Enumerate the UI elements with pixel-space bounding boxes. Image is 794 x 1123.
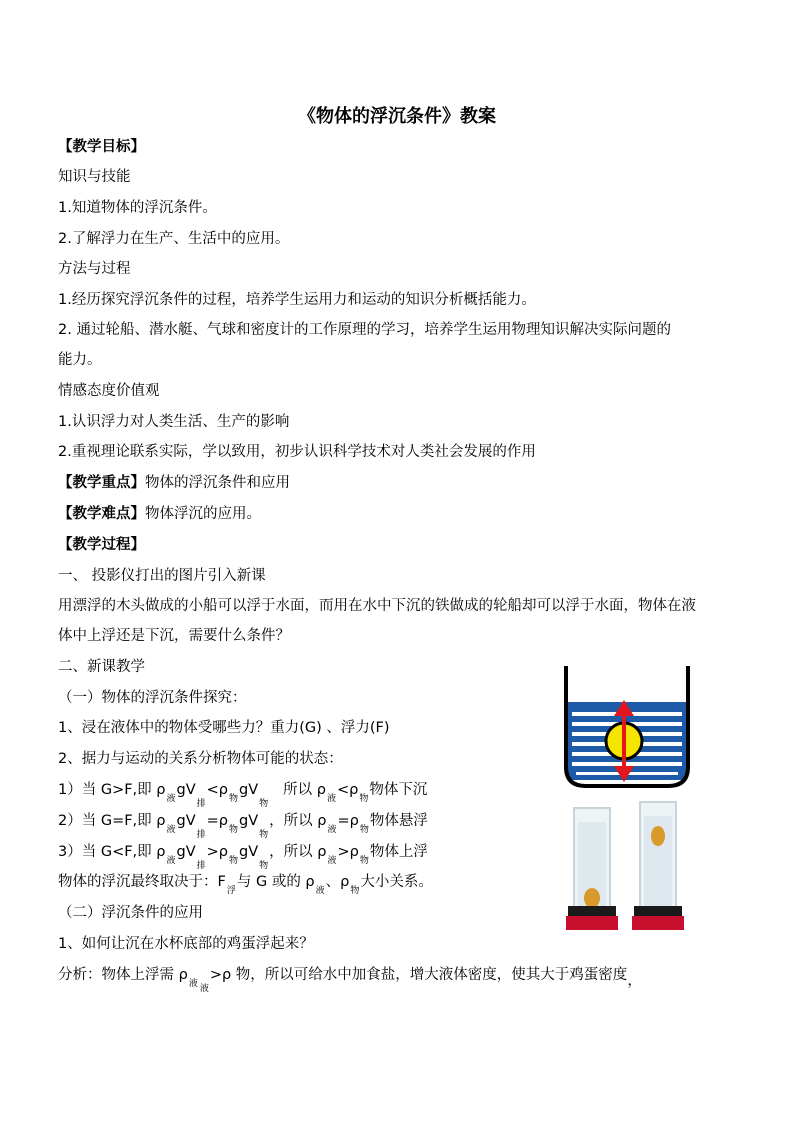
condition-2-part-b: gV <box>176 813 196 829</box>
difficulty-text: 物体浮沉的应用。 <box>145 506 261 522</box>
sub-liquid: 液 <box>327 825 337 835</box>
sub-liquid: 液 <box>166 825 176 835</box>
test-tube-sinking <box>566 808 618 930</box>
page-title: 《物体的浮沉条件》教案 <box>298 106 496 127</box>
question-2: 2、据力与运动的关系分析物体可能的状态： <box>58 751 343 767</box>
part2-title: （二）浮沉条件的应用 <box>58 905 203 921</box>
method-item-2: 2. 通过轮船、潜水艇、气球和密度计的工作原理的学习，培养学生运用物理知识解决实际问题的 <box>58 322 671 338</box>
sub-object: 物 <box>350 886 360 896</box>
condition-2-part-e: ，所以 ρ <box>269 813 327 829</box>
sub-liquid: 液 <box>166 794 176 804</box>
condition-3-part-f: >ρ <box>337 844 359 860</box>
sub-liquid: 液 <box>188 979 198 989</box>
egg-floating <box>651 826 665 846</box>
step1-text-cont: 体中上浮还是下沉，需要什么条件？ <box>58 628 290 644</box>
knowledge-item-1: 1.知道物体的浮沉条件。 <box>58 200 217 216</box>
sub-liquid: 液 <box>166 856 176 866</box>
condition-2 <box>58 811 428 840</box>
buoyancy-figure-svg <box>560 662 695 934</box>
question-1: 1、浸在液体中的物体受哪些力？重力(G) 、浮力(F) <box>58 720 390 736</box>
condition-2-part-g: 物体悬浮 <box>369 813 428 829</box>
knowledge-item-2: 2.了解浮力在生产、生活中的应用。 <box>58 231 290 247</box>
conclusion-part-a: 物体的浮沉最终取决于：F <box>58 874 226 890</box>
condition-3-part-a: 3）当 G<F,即 ρ <box>58 844 166 860</box>
sub-object: 物 <box>229 825 239 835</box>
step1-title: 一、 投影仪打出的图片引入新课 <box>58 568 266 584</box>
goals-heading: 【教学目标】 <box>58 139 145 155</box>
sub-float: 浮 <box>226 886 236 896</box>
sub-liquid: 液 <box>326 794 336 804</box>
emotion-item-1: 1.认识浮力对人类生活、生产的影响 <box>58 414 290 430</box>
condition-1-part-d: gV <box>239 782 259 798</box>
key-point-text: 物体的浮沉条件和应用 <box>145 475 290 491</box>
method-heading: 方法与过程 <box>58 261 131 277</box>
step1-text: 用漂浮的木头做成的小船可以浮于水面，而用在水中下沉的铁做成的轮船却可以浮于水面，物体在液 <box>58 598 696 614</box>
process-heading: 【教学过程】 <box>58 537 145 553</box>
condition-2-part-a: 2）当 G=F,即 ρ <box>58 813 166 829</box>
emotion-heading: 情感态度价值观 <box>58 383 160 399</box>
part1-title: （一）物体的浮沉条件探究： <box>58 690 247 706</box>
condition-1-part-g: 物体下沉 <box>369 782 428 798</box>
sub-object: 物 <box>229 794 239 804</box>
condition-1 <box>58 780 428 809</box>
sub-object: 物 <box>259 861 269 871</box>
knowledge-heading: 知识与技能 <box>58 169 131 185</box>
conclusion-part-c: 、ρ <box>325 874 350 890</box>
analysis <box>58 965 642 994</box>
sub-object: 物 <box>359 825 369 835</box>
sub-object: 物 <box>229 856 239 866</box>
sub-liquid: 液 <box>315 886 325 896</box>
condition-2-part-f: =ρ <box>337 813 359 829</box>
analysis-part-a: 分析：物体上浮需 ρ <box>58 967 188 983</box>
condition-3-part-d: gV <box>239 844 259 860</box>
step2-title: 二、新课教学 <box>58 659 145 675</box>
condition-3 <box>58 842 428 871</box>
condition-3-part-e: ，所以 ρ <box>269 844 327 860</box>
sub-liquid: 液 <box>327 856 337 866</box>
method-item-1: 1.经历探究浮沉条件的过程，培养学生运用力和运动的知识分析概括能力。 <box>58 292 536 308</box>
condition-1-part-f: <ρ <box>337 782 359 798</box>
difficulty-label: 【教学难点】 <box>58 506 145 522</box>
condition-3-part-c: >ρ <box>206 844 228 860</box>
emotion-item-2: 2.重视理论联系实际，学以致用，初步认识科学技术对人类社会发展的作用 <box>58 444 536 460</box>
application-question-1: 1、如何让沉在水杯底部的鸡蛋浮起来？ <box>58 936 314 952</box>
sub-push: 排 <box>196 861 206 871</box>
difficulty <box>58 504 261 524</box>
sub-object: 物 <box>359 856 369 866</box>
condition-1-part-a: 1）当 G>F,即 ρ <box>58 782 166 798</box>
analysis-comma: ， <box>627 973 642 989</box>
key-point-label: 【教学重点】 <box>58 475 145 491</box>
buoyancy-illustration <box>560 662 695 934</box>
conclusion <box>58 872 433 894</box>
sub-object: 物 <box>259 799 269 809</box>
condition-1-part-c: <ρ <box>206 782 228 798</box>
condition-1-part-e: 所以 ρ <box>283 782 326 798</box>
conclusion-part-b: 与 G 或的 ρ <box>236 874 315 890</box>
condition-2-part-c: =ρ <box>206 813 228 829</box>
sub-push: 排 <box>196 799 206 809</box>
condition-3-part-b: gV <box>176 844 196 860</box>
method-item-2-cont: 能力。 <box>58 352 102 368</box>
condition-2-part-d: gV <box>239 813 259 829</box>
sub-object: 物 <box>359 794 369 804</box>
analysis-part-b: >ρ 物，所以可给水中加食盐，增大液体密度，使其大于鸡蛋密度 <box>209 967 628 983</box>
condition-3-part-g: 物体上浮 <box>369 844 428 860</box>
sub-push: 排 <box>196 830 206 840</box>
test-tube-floating <box>632 802 684 930</box>
conclusion-part-d: 大小关系。 <box>360 874 433 890</box>
key-point <box>58 473 290 493</box>
egg-sunk <box>584 888 600 908</box>
sub-object: 物 <box>259 830 269 840</box>
condition-1-part-b: gV <box>176 782 196 798</box>
sub-liquid: 液 <box>199 984 209 994</box>
